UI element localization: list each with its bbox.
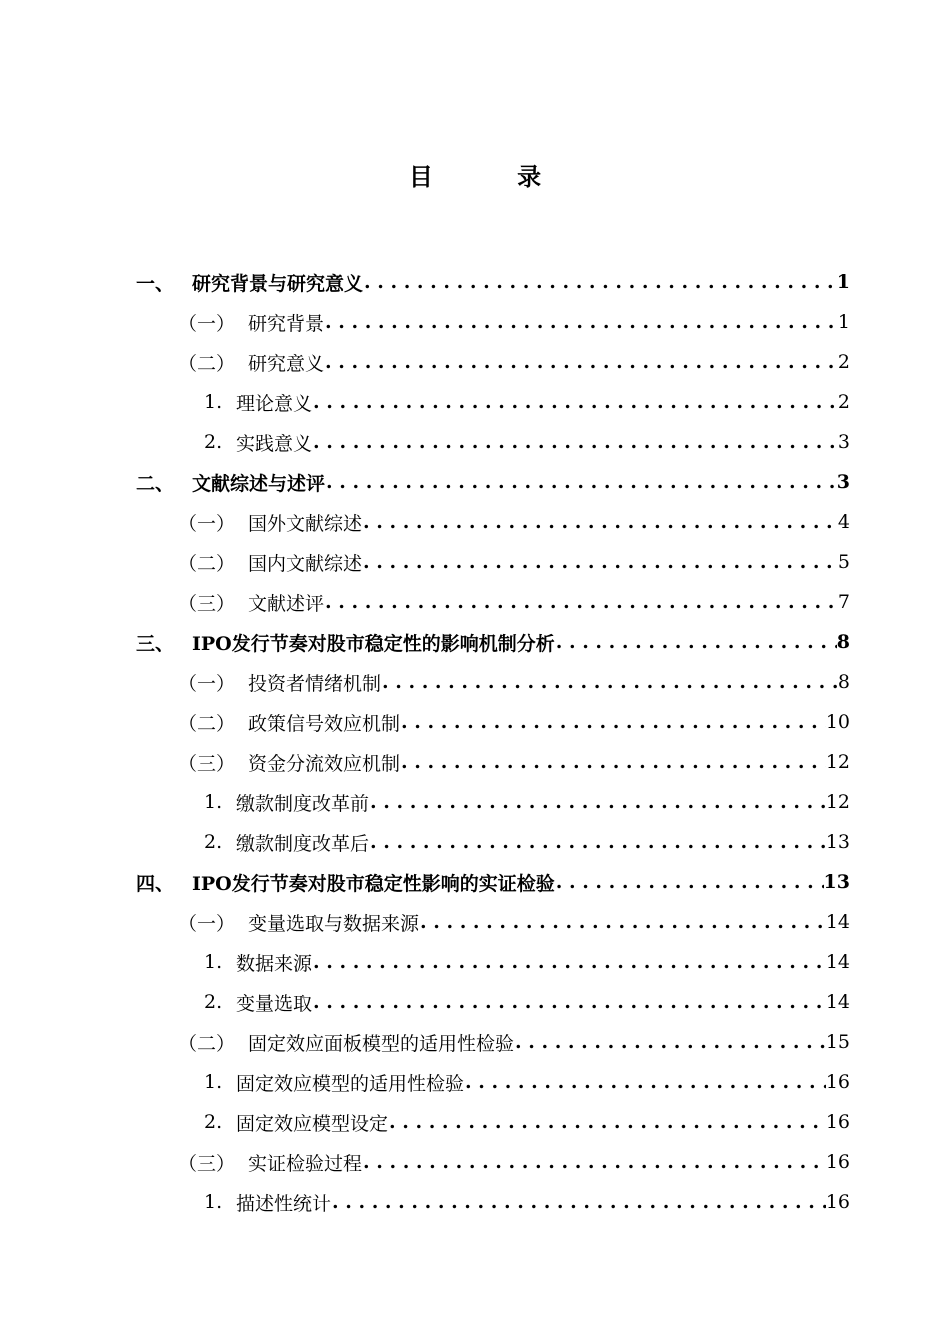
toc-leader-dots (381, 671, 838, 693)
toc-entry-number: 1. (204, 391, 223, 413)
toc-leader-dots (419, 911, 826, 933)
toc-entry[interactable] (136, 302, 850, 342)
toc-entry-page: 14 (825, 991, 850, 1013)
toc-entry-page: 16 (825, 1071, 850, 1093)
toc-entry-number: 一、 (136, 272, 175, 295)
toc-entry-number: 二、 (136, 472, 175, 495)
toc-entry-number: （一） (178, 312, 236, 335)
toc-entry[interactable] (136, 422, 850, 462)
toc-entry-page: 15 (825, 1031, 850, 1053)
toc-entry-title: 文献综述与述评 (192, 472, 326, 495)
toc-entry[interactable] (136, 462, 850, 502)
toc-leader-dots (324, 311, 838, 333)
toc-entry[interactable] (136, 942, 850, 982)
toc-leader-dots (514, 1031, 826, 1053)
toc-leader-dots (312, 951, 826, 973)
toc-entry-title: IPO发行节奏对股市稳定性影响的实证检验 (192, 872, 555, 895)
toc-entry-number: （三） (178, 592, 236, 615)
toc-entry-title: 缴款制度改革后 (236, 832, 370, 855)
toc-leader-dots (324, 591, 838, 613)
toc-entry-number: （二） (178, 552, 236, 575)
toc-entry-title: 政策信号效应机制 (248, 712, 401, 735)
toc-entry-title: 变量选取 (236, 992, 313, 1015)
toc-entry-number: （一） (178, 912, 236, 935)
toc-entry-title: 文献述评 (248, 592, 325, 615)
toc-entry-number: 2. (204, 1111, 223, 1133)
toc-entry[interactable] (136, 702, 850, 742)
toc-entry-page: 1 (837, 311, 850, 333)
toc-entry[interactable] (136, 582, 850, 622)
table-of-contents (136, 262, 850, 1222)
toc-entry-title: 资金分流效应机制 (248, 752, 401, 775)
toc-entry-title: 数据来源 (236, 952, 313, 975)
toc-entry-page: 13 (823, 871, 850, 893)
toc-entry-number: 2. (204, 431, 223, 453)
toc-entry-number: （三） (178, 752, 236, 775)
toc-entry[interactable] (136, 262, 850, 302)
toc-entry-page: 16 (825, 1151, 850, 1173)
toc-entry[interactable] (136, 1182, 850, 1222)
toc-entry-title: 国外文献综述 (248, 512, 363, 535)
toc-entry[interactable] (136, 822, 850, 862)
toc-leader-dots (555, 631, 837, 653)
toc-entry[interactable] (136, 502, 850, 542)
toc-leader-dots (369, 831, 826, 853)
toc-entry-page: 12 (825, 751, 850, 773)
toc-leader-dots (331, 1191, 826, 1213)
toc-entry-page: 4 (837, 511, 850, 533)
toc-leader-dots (464, 1071, 826, 1093)
toc-leader-dots (369, 791, 826, 813)
toc-leader-dots (400, 751, 826, 773)
toc-entry[interactable] (136, 542, 850, 582)
toc-entry-page: 16 (825, 1111, 850, 1133)
toc-leader-dots (362, 551, 838, 573)
toc-entry-title: IPO发行节奏对股市稳定性的影响机制分析 (192, 632, 555, 655)
toc-entry[interactable] (136, 902, 850, 942)
toc-entry-title: 理论意义 (236, 392, 313, 415)
toc-leader-dots (312, 431, 838, 453)
toc-entry-page: 2 (837, 351, 850, 373)
toc-entry-title: 国内文献综述 (248, 552, 363, 575)
toc-entry[interactable] (136, 1062, 850, 1102)
toc-leader-dots (362, 511, 838, 533)
toc-entry-title: 实践意义 (236, 432, 313, 455)
toc-entry-page: 16 (825, 1191, 850, 1213)
toc-entry[interactable] (136, 982, 850, 1022)
toc-leader-dots (388, 1111, 826, 1133)
toc-entry-title: 变量选取与数据来源 (248, 912, 420, 935)
toc-entry-page: 10 (825, 711, 850, 733)
toc-entry-title: 实证检验过程 (248, 1152, 363, 1175)
toc-entry[interactable] (136, 1142, 850, 1182)
toc-leader-dots (325, 471, 837, 493)
toc-entry-page: 14 (825, 911, 850, 933)
toc-title: 目 录 (408, 162, 580, 191)
toc-entry-title: 研究背景 (248, 312, 325, 335)
toc-entry[interactable] (136, 1022, 850, 1062)
toc-entry-number: （二） (178, 1032, 236, 1055)
toc-leader-dots (400, 711, 826, 733)
toc-entry[interactable] (136, 622, 850, 662)
toc-entry-number: 四、 (136, 872, 175, 895)
toc-entry[interactable] (136, 382, 850, 422)
toc-entry[interactable] (136, 782, 850, 822)
toc-entry-page: 5 (837, 551, 850, 573)
toc-entry-title: 固定效应面板模型的适用性检验 (248, 1032, 515, 1055)
toc-entry-page: 14 (825, 951, 850, 973)
toc-entry-page: 2 (837, 391, 850, 413)
toc-entry[interactable] (136, 662, 850, 702)
toc-entry-number: （二） (178, 352, 236, 375)
toc-entry[interactable] (136, 342, 850, 382)
toc-entry-page: 3 (836, 471, 850, 493)
toc-leader-dots (312, 991, 826, 1013)
toc-entry-page: 8 (836, 631, 850, 653)
toc-leader-dots (324, 351, 838, 373)
toc-entry-page: 1 (836, 271, 850, 293)
toc-entry-title: 投资者情绪机制 (248, 672, 382, 695)
toc-entry-number: 1. (204, 791, 223, 813)
toc-entry-page: 12 (825, 791, 850, 813)
toc-entry-number: （三） (178, 1152, 236, 1175)
toc-entry-number: （二） (178, 712, 236, 735)
toc-entry-page: 3 (837, 431, 850, 453)
toc-leader-dots (555, 871, 824, 893)
toc-entry-number: 1. (204, 1191, 223, 1213)
toc-entry[interactable] (136, 1102, 850, 1142)
toc-entry-number: 2. (204, 831, 223, 853)
toc-entry-title: 研究意义 (248, 352, 325, 375)
toc-entry[interactable] (136, 862, 850, 902)
toc-entry-number: 1. (204, 1071, 223, 1093)
toc-leader-dots (363, 271, 837, 293)
toc-entry-title: 缴款制度改革前 (236, 792, 370, 815)
toc-entry-title: 固定效应模型的适用性检验 (236, 1072, 465, 1095)
toc-entry-page: 13 (825, 831, 850, 853)
toc-entry-number: （一） (178, 672, 236, 695)
toc-entry-title: 描述性统计 (236, 1192, 332, 1215)
toc-entry-number: 三、 (136, 632, 175, 655)
toc-entry-page: 8 (837, 671, 850, 693)
toc-entry-title: 固定效应模型设定 (236, 1112, 389, 1135)
toc-entry-number: 2. (204, 991, 223, 1013)
toc-entry-number: 1. (204, 951, 223, 973)
toc-entry-page: 7 (837, 591, 850, 613)
toc-leader-dots (362, 1151, 826, 1173)
toc-entry-number: （一） (178, 512, 236, 535)
toc-entry[interactable] (136, 742, 850, 782)
toc-leader-dots (312, 391, 838, 413)
toc-entry-title: 研究背景与研究意义 (192, 272, 364, 295)
